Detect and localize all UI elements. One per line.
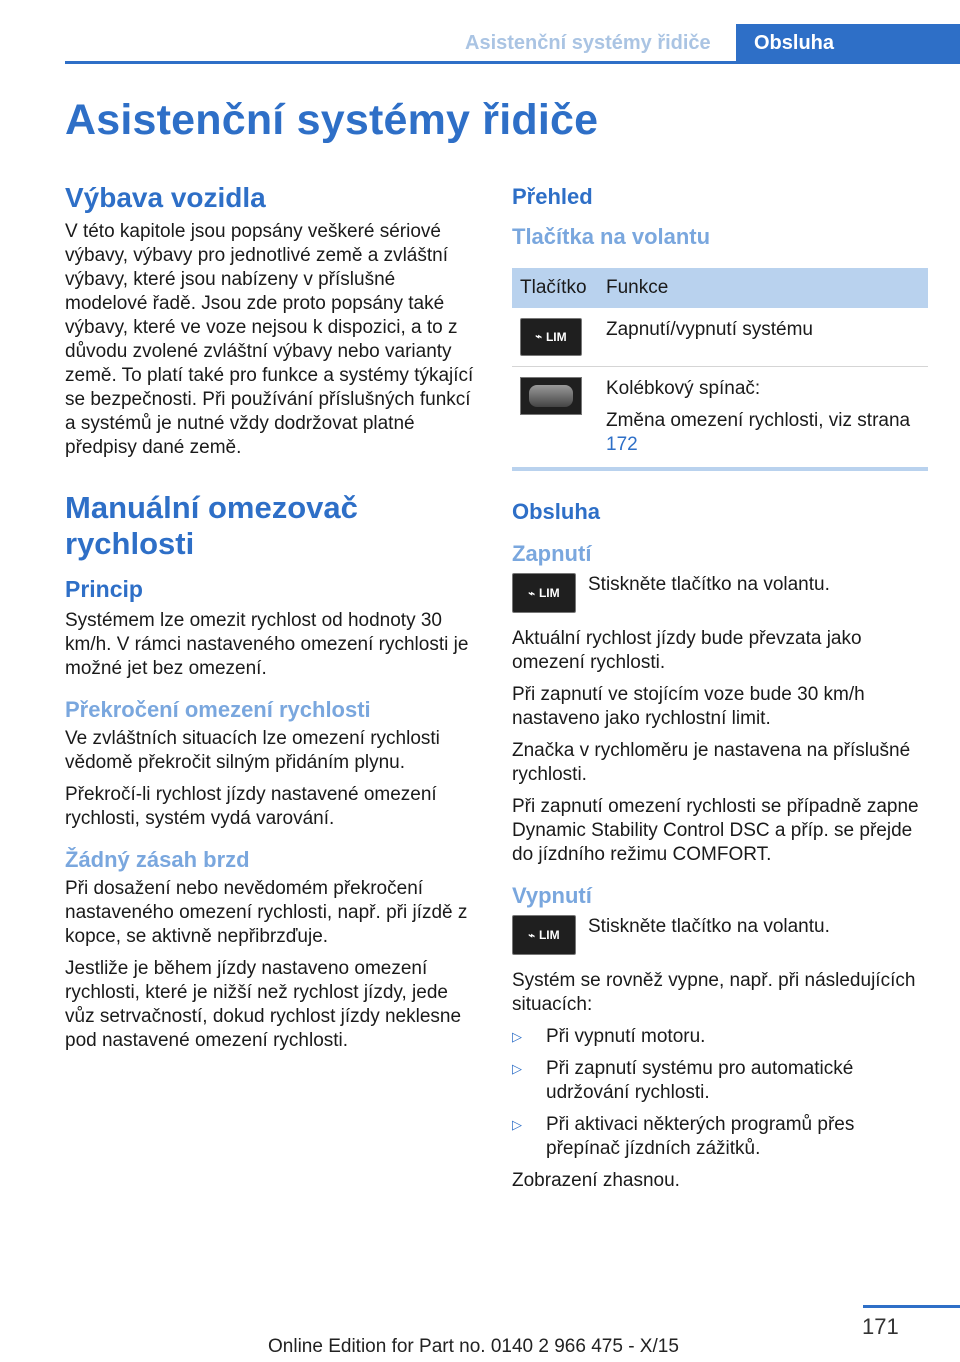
table-header-function: Funkce [598, 268, 928, 308]
page-link[interactable]: 172 [606, 434, 638, 455]
vybava-heading: Výbava vozidla [65, 182, 266, 213]
vypnuti-list [512, 1025, 930, 1161]
table-header-button: Tlačítko [512, 268, 598, 308]
header-tab: Obsluha [736, 24, 960, 62]
prekroceni-heading: Překročení omezení rychlosti [65, 697, 371, 722]
page-title: Asistenční systémy řidiče [65, 96, 599, 144]
row2-function-title: Kolébkový spínač: [606, 378, 761, 399]
left-column [65, 182, 480, 1061]
zapnuti-text-3: Značka v rychloměru je nastavena na příslušné rychlosti. [512, 740, 911, 785]
right-column [512, 182, 930, 1201]
lim-button-icon: ⌁ LIM [512, 573, 576, 613]
lim-button-icon: ⌁ LIM [512, 915, 576, 955]
vypnuti-text: Systém se rovněž vypne, např. při následujících situacích: [512, 970, 916, 1015]
zapnuti-heading: Zapnutí [512, 541, 592, 566]
row1-function: Zapnutí/vypnutí systému [598, 308, 928, 367]
table-row [512, 308, 928, 367]
vybava-text: V této kapitole jsou popsány veškeré sériové výbavy, výbavy pro jednotlivé země a zvláštní výbavy, které jsou nabízeny v příslušné modelové řadě. Jsou zde proto popsány také výbavy, které ve voze nejsou k dispozici, a to z důvodu zvolené zvláštní výbavy nebo varianty země. To platí také pro funkce a systémy týkající se bezpečnosti. Při používání příslušných funkcí a systémů je nutné vždy dodržovat platné předpisy dané země. [65, 221, 474, 458]
buttons-table [512, 268, 928, 471]
list-item: ▷ Při aktivaci některých programů přes přepínač jízdních zážitků. [512, 1113, 930, 1161]
footer-divider [863, 1305, 960, 1308]
lim-button-icon: ⌁ LIM [520, 318, 582, 356]
zobrazeni-text: Zobrazení zhasnou. [512, 1170, 680, 1191]
prekroceni-text-1: Ve zvláštních situacích lze omezení rychlosti vědomě překročit silným přidáním plynu. [65, 728, 440, 773]
row2-function-text: Změna omezení rychlosti, viz strana [606, 410, 911, 431]
header-divider [65, 61, 960, 64]
princip-heading: Princip [65, 576, 143, 602]
zasah-text-1: Při dosažení nebo nevědomém překročení nastaveného omezení rychlosti, např. při jízdě z kopce, se aktivně nepřibrzďuje. [65, 878, 468, 947]
list-item: ▷ Při zapnutí systému pro automatické udržování rychlosti. [512, 1057, 930, 1105]
page-number: 171 [862, 1314, 899, 1339]
zapnuti-text-2: Při zapnutí ve stojícím voze bude 30 km/h nastaveno jako rychlostní limit. [512, 684, 865, 729]
header-section: Asistenční systémy řidiče [465, 32, 711, 54]
rocker-switch-icon [520, 377, 582, 415]
table-row [512, 367, 928, 470]
vypnuti-action: Stiskněte tlačítko na volantu. [588, 916, 830, 937]
zasah-text-2: Jestliže je během jízdy nastaveno omezení rychlosti, které je nižší než rychlost jízdy, jede vůz setrvačností, dokud rychlost jízdy neklesne pod nastavené omezení rychlosti. [65, 958, 462, 1051]
zapnuti-text-1: Aktuální rychlost jízdy bude převzata jako omezení rychlosti. [512, 628, 862, 673]
tlacitka-heading: Tlačítka na volantu [512, 224, 711, 249]
zasah-heading: Žádný zásah brzd [65, 847, 250, 872]
prekroceni-text-2: Překročí-li rychlost jízdy nastavené omezení rychlosti, systém vydá varování. [65, 784, 437, 829]
zapnuti-action: Stiskněte tlačítko na volantu. [588, 574, 830, 595]
manual-heading: Manuální omezovač rychlosti [65, 490, 358, 561]
obsluha-heading: Obsluha [512, 499, 601, 524]
princip-text: Systémem lze omezit rychlost od hodnoty 30 km/h. V rámci nastaveného omezení rychlosti je možné jet bez omezení. [65, 610, 469, 679]
zapnuti-text-4: Při zapnutí omezení rychlosti se případně zapne Dynamic Stability Control DSC a příp. se přejde do jízdního režimu COMFORT. [512, 796, 919, 865]
vypnuti-heading: Vypnutí [512, 883, 592, 908]
list-item: ▷ Při vypnutí motoru. [512, 1025, 930, 1049]
prehled-heading: Přehled [512, 184, 593, 209]
footer-text: Online Edition for Part no. 0140 2 966 475 - X/15 [268, 1336, 679, 1357]
